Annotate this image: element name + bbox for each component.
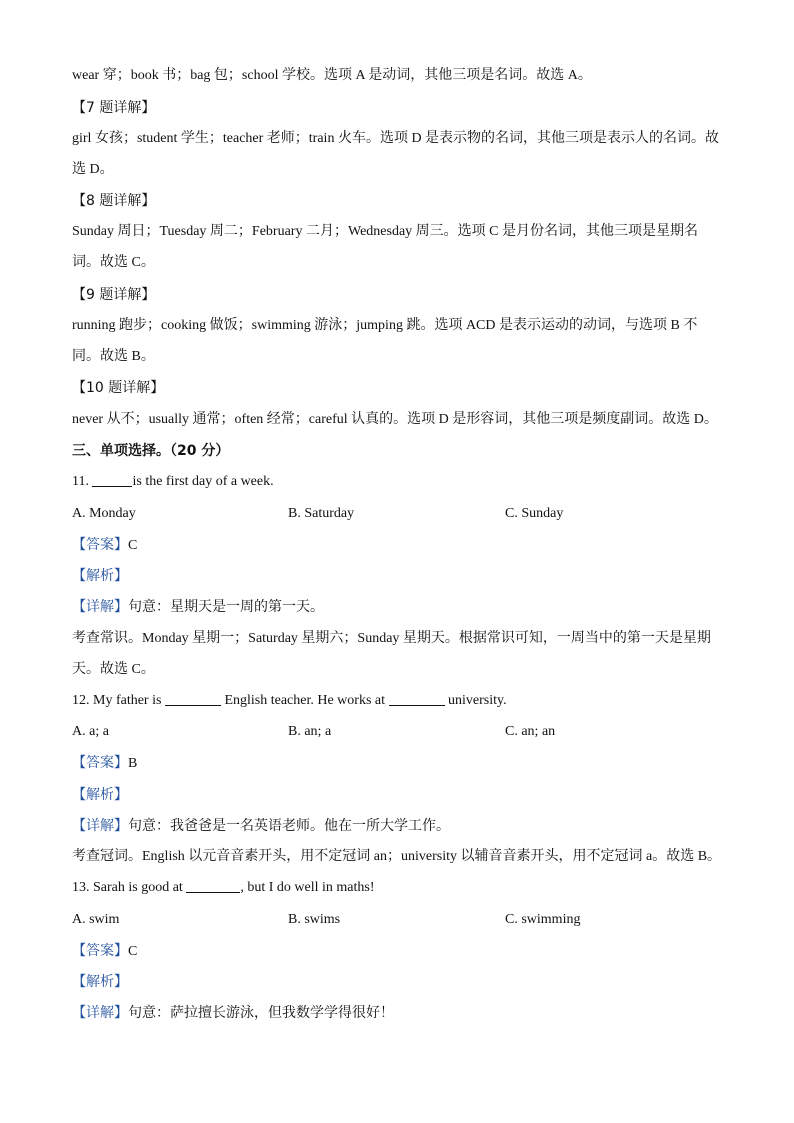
analysis-tag: 【解析】 xyxy=(72,974,128,990)
question-13 xyxy=(72,878,374,898)
answer-tag: 【答案】 xyxy=(72,755,128,771)
option-a: A. a; a xyxy=(72,724,109,739)
option-c: C. Sunday xyxy=(505,506,564,521)
question-text: English teacher. He works at xyxy=(224,693,385,708)
answer-blank xyxy=(92,472,132,487)
answer-value: B xyxy=(128,756,138,771)
option-b: B. an; a xyxy=(288,724,332,739)
detail-text: 句意：我爸爸是一名英语老师。他在一所大学工作。 xyxy=(128,819,450,834)
section-heading-q8: 【8 题详解】 xyxy=(72,193,156,209)
section-heading-q10: 【10 题详解】 xyxy=(72,380,165,396)
explanation-line: Sunday 周日；Tuesday 周二；February 二月；Wednesday 周三。选项 C 是月份名词，其他三项是星期名 xyxy=(72,224,698,239)
answer-tag: 【答案】 xyxy=(72,943,128,959)
explanation-line: 天。故选 C。 xyxy=(72,662,155,677)
explanation-line: 词。故选 C。 xyxy=(72,255,155,270)
question-text: university. xyxy=(448,693,507,708)
answer-blank xyxy=(186,878,240,893)
section-heading-q9: 【9 题详解】 xyxy=(72,287,156,303)
explanation-line: girl 女孩；student 学生；teacher 老师；train 火车。选项 D 是表示物的名词，其他三项是表示人的名词。故 xyxy=(72,131,720,146)
answer-line xyxy=(72,535,137,556)
analysis-tag: 【解析】 xyxy=(72,568,128,584)
detail-text: 句意：萨拉擅长游泳，但我数学学得很好！ xyxy=(128,1006,394,1021)
question-text: is the first day of a week. xyxy=(132,474,274,489)
question-text: , but I do well in maths! xyxy=(240,880,375,895)
option-c: C. swimming xyxy=(505,912,581,927)
detail-line xyxy=(72,1003,394,1024)
explanation-line: 考查冠词。English 以元音音素开头，用不定冠词 an；university 以辅音音素开头，用不定冠词 a。故选 B。 xyxy=(72,849,722,864)
detail-tag: 【详解】 xyxy=(72,1005,128,1021)
section-heading-q7: 【7 题详解】 xyxy=(72,100,156,116)
question-11 xyxy=(72,472,274,492)
answer-blank xyxy=(165,691,221,706)
option-b: B. swims xyxy=(288,912,341,927)
detail-line xyxy=(72,597,324,618)
option-a: A. swim xyxy=(72,912,120,927)
explanation-line: running 跑步；cooking 做饭；swimming 游泳；jumping 跳。选项 ACD 是表示运动的动词，与选项 B 不 xyxy=(72,318,698,333)
explanation-line: never 从不；usually 通常；often 经常；careful 认真的。选项 D 是形容词，其他三项是频度副词。故选 D。 xyxy=(72,412,718,427)
answer-line xyxy=(72,941,137,962)
explanation-line: 选 D。 xyxy=(72,162,114,177)
answer-value: C xyxy=(128,538,138,553)
answer-line xyxy=(72,753,137,774)
section-title: 三、单项选择。（20 分） xyxy=(72,443,230,459)
detail-text: 句意：星期天是一周的第一天。 xyxy=(128,600,324,615)
question-12 xyxy=(72,691,507,711)
analysis-tag: 【解析】 xyxy=(72,787,128,803)
explanation-line: 同。故选 B。 xyxy=(72,349,155,364)
question-text: 13. Sarah is good at xyxy=(72,880,183,895)
answer-blank xyxy=(389,691,445,706)
explanation-line: 考查常识。Monday 星期一；Saturday 星期六；Sunday 星期天。根据常识可知，一周当中的第一天是星期 xyxy=(72,631,711,646)
question-text: 12. My father is xyxy=(72,693,162,708)
option-c: C. an; an xyxy=(505,724,556,739)
option-b: B. Saturday xyxy=(288,506,355,521)
explanation-line: wear 穿；book 书；bag 包；school 学校。选项 A 是动词，其他三项是名词。故选 A。 xyxy=(72,68,592,83)
detail-tag: 【详解】 xyxy=(72,818,128,834)
question-number: 11. xyxy=(72,474,89,489)
answer-tag: 【答案】 xyxy=(72,537,128,553)
option-a: A. Monday xyxy=(72,506,136,521)
answer-value: C xyxy=(128,944,138,959)
detail-tag: 【详解】 xyxy=(72,599,128,615)
detail-line xyxy=(72,816,450,837)
